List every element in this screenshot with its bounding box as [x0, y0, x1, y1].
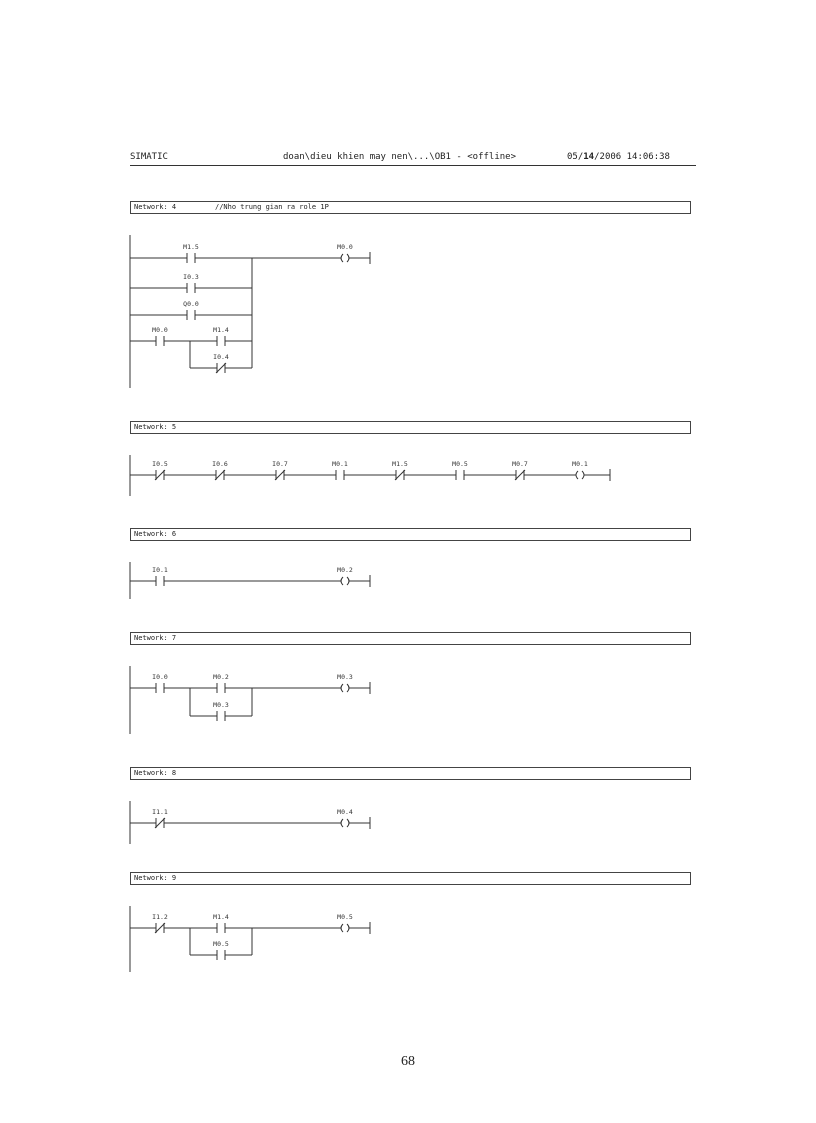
n4-contact-q00-label: Q0.0 [183, 300, 199, 308]
n7-coil-m03-label: M0.3 [337, 673, 353, 681]
n8-contact-i11-label: I1.1 [152, 808, 168, 816]
n7-contact-m03-label: M0.3 [213, 701, 229, 709]
n5-coil-m01-arc-right [582, 471, 584, 479]
network-6-label: Network: 6 [134, 530, 177, 538]
n6-coil-m02-arc-right [347, 577, 349, 585]
header-date-day: 14 [583, 152, 595, 162]
network-9-label: Network: 9 [134, 874, 177, 882]
n8-coil-m04-arc-left [341, 819, 343, 827]
network-4-comment: //Nho trung gian ra role 1P [215, 203, 329, 211]
network-8-label: Network: 8 [134, 769, 177, 777]
n5-contact-m07-label: M0.7 [512, 460, 528, 468]
network-7-label: Network: 7 [134, 634, 177, 642]
page-number: 68 [401, 1054, 415, 1069]
n5-contact-m15-label: M1.5 [392, 460, 408, 468]
n5-contact-m05-label: M0.5 [452, 460, 468, 468]
n7-contact-i00-label: I0.0 [152, 673, 168, 681]
n6-contact-i01-label: I0.1 [152, 566, 168, 574]
n9-coil-m05-arc-right [347, 924, 349, 932]
n5-contact-i06-label: I0.6 [212, 460, 228, 468]
n8-coil-m04-label: M0.4 [337, 808, 353, 816]
n5-contact-i05-label: I0.5 [152, 460, 168, 468]
n9-contact-m14-label: M1.4 [213, 913, 229, 921]
n6-coil-m02-label: M0.2 [337, 566, 353, 574]
n6-coil-m02-arc-left [341, 577, 343, 585]
n9-contact-m05-label: M0.5 [213, 940, 229, 948]
n8-coil-m04-arc-right [347, 819, 349, 827]
header-date-prefix: 05/ [567, 152, 584, 162]
header-system-name: SIMATIC [130, 152, 168, 162]
n4-contact-i03-label: I0.3 [183, 273, 199, 281]
n4-coil-m00-arc-left [341, 254, 343, 262]
n9-coil-m05-label: M0.5 [337, 913, 353, 921]
network-4-label: Network: 4 [134, 203, 177, 211]
n4-contact-m00-label: M0.0 [152, 326, 168, 334]
header-project-path: doan\dieu khien may nen\...\OB1 - <offline> [283, 152, 516, 162]
n9-contact-i12-label: I1.2 [152, 913, 168, 921]
n7-coil-m03-arc-left [341, 684, 343, 692]
n9-coil-m05-arc-left [341, 924, 343, 932]
n5-coil-m01-arc-left [576, 471, 578, 479]
n4-coil-m00-arc-right [347, 254, 349, 262]
n7-contact-m02-label: M0.2 [213, 673, 229, 681]
n4-contact-i04-label: I0.4 [213, 353, 229, 361]
n5-contact-i07-label: I0.7 [272, 460, 288, 468]
n4-contact-m15-label: M1.5 [183, 243, 199, 251]
n4-coil-m00-label: M0.0 [337, 243, 353, 251]
network-5-label: Network: 5 [134, 423, 177, 431]
n5-coil-m01-label: M0.1 [572, 460, 588, 468]
n4-contact-m14-label: M1.4 [213, 326, 229, 334]
header-date-rest: /2006 14:06:38 [594, 152, 670, 162]
n7-coil-m03-arc-right [347, 684, 349, 692]
n5-contact-m01-label: M0.1 [332, 460, 348, 468]
